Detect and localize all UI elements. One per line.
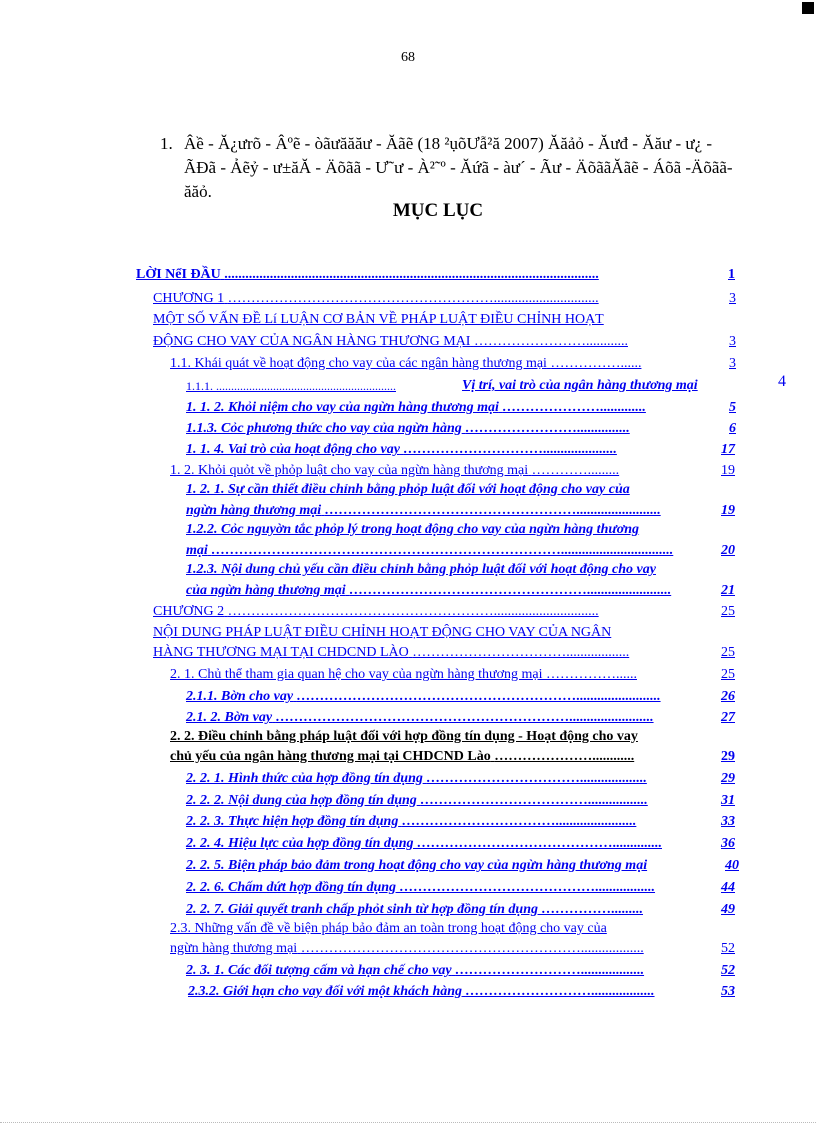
toc-entry-text: 2. 2. 6. Chấm dứt hợp đồng tín dụng [186, 880, 397, 895]
toc-entry[interactable] [186, 770, 647, 788]
toc-entry-text: 1. 2. 1. Sự cần thiết điều chỉnh bằng phỏp luật đối với hoạt động cho vay của [186, 482, 630, 497]
toc-entry-dots: ……………………............... [465, 421, 630, 436]
toc-entry[interactable] [136, 266, 599, 284]
toc-entry-dots: …………………………..................... [403, 442, 617, 457]
toc-entry-page[interactable]: 4 [778, 373, 786, 390]
toc-entry-dots: …………………………………………………………………................................ [211, 543, 674, 558]
toc-entry-dots: ……………………………………………........................ [349, 583, 672, 598]
toc-entry-dots: ……………...... [546, 667, 637, 682]
toc-entry-text: NỘI DUNG PHÁP LUẬT ĐIỀU CHỈNH HOẠT ĐỘNG CHO VAY CỦA NGÂN [153, 625, 612, 640]
toc-entry-dots: ……………………………................... [426, 771, 647, 786]
toc-entry-text: 2. 2. 3. Thực hiện hợp đồng tín dụng [186, 814, 399, 829]
toc-entry-text: CHƯƠNG 1 [153, 291, 225, 306]
toc-entry-dots: ………………………………………………….............................. [227, 291, 599, 306]
toc-entry-text: 1. 2. Khỏi quỏt về phỏp luật cho vay của ngừn hàng thương mại [170, 463, 529, 478]
toc-entry-page[interactable]: 6 [729, 421, 736, 436]
toc-entry-dots: ……………………………....................... [401, 814, 637, 829]
toc-entry-text: mại [186, 543, 208, 558]
toc-entry[interactable] [153, 624, 611, 642]
toc-entry-dots: ………………………………................. [420, 793, 648, 808]
toc-entry-text: 1.1.1. [186, 379, 213, 393]
toc-entry-text: 1.1. Khái quát về hoạt động cho vay của các ngân hàng thương mại [170, 356, 547, 371]
toc-entry-dots: ........................................................................................................... [224, 267, 599, 282]
toc-entry-dots: ……………………….................. [465, 984, 655, 999]
toc-entry-dots: ………………………………………………………........................ [275, 710, 654, 725]
toc-entry-text: 2. 3. 1. Các đối tượng cấm và hạn chế cho vay [186, 963, 452, 978]
toc-entry-text: 2.1.1. Bờn cho vay [186, 689, 294, 704]
toc-entry-dots: …………………............ [494, 749, 635, 764]
toc-entry-dots: …………………………………………………….................. [300, 941, 644, 956]
toc-entry-dots: ……………...... [550, 356, 642, 371]
toc-entry-page[interactable]: 1 [728, 267, 735, 282]
toc-entry[interactable] [153, 644, 629, 662]
toc-entry-dots: ……………………….................. [455, 963, 645, 978]
toc-entry[interactable] [186, 879, 655, 897]
toc-entry[interactable] [186, 377, 396, 395]
toc-entry[interactable] [186, 901, 643, 919]
toc-entry[interactable] [186, 542, 673, 560]
toc-entry-dots: …………………………….................. [412, 645, 630, 660]
toc-entry[interactable] [153, 603, 599, 621]
toc-entry-text: 2. 1. Chủ thể tham gia quan hệ cho vay của ngừn hàng thương mại [170, 667, 543, 682]
toc-entry-dots: …………………………………….............. [417, 836, 662, 851]
toc-entry-text: ngừn hàng thương mại [170, 941, 298, 956]
toc-entry[interactable] [153, 311, 604, 329]
toc-entry[interactable] [186, 399, 646, 417]
toc-entry-page[interactable]: 29 [721, 771, 735, 786]
toc-entry-page[interactable]: 25 [721, 645, 735, 660]
toc-entry[interactable] [186, 420, 630, 438]
toc-entry-dots: ……………………………………................. [399, 880, 656, 895]
toc-entry[interactable] [170, 748, 634, 766]
toc-entry-page[interactable]: 49 [721, 902, 735, 917]
toc-entry-text: 2. 2. 7. Giải quyết tranh chấp phỏt sinh từ hợp đồng tín dụng [186, 902, 538, 917]
toc-entry-page[interactable]: 52 [721, 963, 735, 978]
toc-entry-page[interactable]: 31 [721, 793, 735, 808]
toc-entry-page[interactable]: 40 [725, 858, 739, 873]
toc-entry-text: chủ yếu của ngân hàng thương mại tại CHDCND Lào [170, 749, 491, 764]
toc-entry-page[interactable]: 29 [721, 749, 735, 764]
toc-entry[interactable] [186, 441, 617, 459]
toc-entry[interactable] [186, 792, 648, 810]
toc-entry-text: 1.2.3. Nội dung chủ yếu cần điều chỉnh bằng phỏp luật đối với hoạt động cho vay [186, 562, 656, 577]
toc-entry[interactable] [170, 355, 641, 373]
toc-entry-page[interactable]: 52 [721, 941, 735, 956]
toc-entry-page[interactable]: 26 [721, 689, 735, 704]
toc-entry-page[interactable]: 17 [721, 442, 735, 457]
toc-entry[interactable] [153, 333, 628, 351]
toc-entry-page[interactable]: 27 [721, 710, 735, 725]
toc-entry[interactable] [186, 962, 644, 980]
toc-entry-dots: ……………......... [541, 902, 643, 917]
garbled-heading-number: 1. [160, 134, 173, 153]
page-title: MỤC LỤC [392, 200, 484, 221]
toc-entry[interactable] [186, 561, 656, 579]
toc-entry-text-2[interactable]: Vị trí, vai trò của ngân hàng thương mại [462, 378, 698, 393]
toc-entry[interactable] [153, 290, 599, 308]
toc-entry-text: 1.1.3. Cỏc phương thức cho vay của ngừn hàng [186, 421, 462, 436]
toc-entry-text: MỘT SỐ VẤN ĐỀ Lí LUẬN CƠ BẢN VỀ PHÁP LUẬT ĐIỀU CHỈNH HOẠT [153, 312, 604, 327]
toc-entry-text: 2.3.2. Giới hạn cho vay đối với một khách hàng [188, 984, 463, 999]
toc-entry-page[interactable]: 3 [729, 356, 736, 371]
toc-entry[interactable] [186, 857, 647, 875]
toc-entry-dots: ……………………............ [473, 334, 628, 349]
toc-entry[interactable] [170, 666, 637, 684]
toc-entry-dots: ............................................................ [216, 379, 396, 393]
toc-entry-page[interactable]: 3 [729, 291, 736, 306]
toc-entry[interactable] [170, 728, 638, 746]
toc-entry-text: 2.1. 2. Bờn vay [186, 710, 273, 725]
toc-entry-text: 2. 2. 1. Hình thức của hợp đồng tín dụng [186, 771, 423, 786]
toc-entry[interactable] [186, 813, 636, 831]
toc-entry-text: CHƯƠNG 2 [153, 604, 225, 619]
toc-entry-text: của ngừn hàng thương mại [186, 583, 346, 598]
toc-entry-text: ngừn hàng thương mại [186, 503, 322, 518]
toc-entry-page[interactable]: 19 [721, 463, 735, 478]
toc-entry[interactable] [170, 462, 619, 480]
toc-entry[interactable] [186, 521, 639, 539]
page-number: 68 [401, 50, 415, 65]
toc-entry[interactable] [186, 481, 630, 499]
toc-entry-text: 1. 1. 4. Vai trò của hoạt động cho vay [186, 442, 400, 457]
toc-entry[interactable] [188, 983, 655, 1001]
toc-entry-text: 1.2.2. Cỏc nguyờn tắc phỏp lý trong hoạt động cho vay của ngừn hàng thương [186, 522, 640, 537]
toc-entry-page[interactable]: 21 [721, 583, 735, 598]
toc-entry-page[interactable]: 3 [729, 334, 736, 349]
toc-entry-page[interactable]: 25 [721, 667, 735, 682]
toc-entry-page[interactable]: 19 [721, 503, 735, 518]
toc-entry-text: 2. 2. Điều chỉnh bằng pháp luật đối với hợp đồng tín dụng - Hoạt động cho vay [170, 729, 638, 744]
toc-entry-dots: …………………............. [502, 400, 646, 415]
toc-entry[interactable] [186, 709, 654, 727]
toc-entry[interactable] [186, 582, 671, 600]
toc-entry[interactable] [186, 502, 661, 520]
toc-entry-page[interactable]: 36 [721, 836, 735, 851]
toc-entry-text: 2. 2. 2. Nội dung của hợp đồng tín dụng [186, 793, 417, 808]
toc-entry-text: ĐỘNG CHO VAY CỦA NGÂN HÀNG THƯƠNG MẠI [153, 334, 471, 349]
toc-entry-text: 2. 2. 4. Hiệu lực của hợp đồng tín dụng [186, 836, 414, 851]
garbled-heading-text: Âề - Ă¿ưrõ - Âºẽ - òãưăăăư - Ăãẽ (18 ²ụõƯẫ²ă 2007) Ăăảỏ - Ăưđ - Ăăư - ư¿ - ÃĐã - Ảẽỷ - ư±ăĂ - Äõãã - Ư˜ư - À²˜º - Ăứã - àư´ - Ãư - ÄõããĂãẽ - Áõã -Äõãã-ăăỏ. [184, 134, 733, 201]
toc-entry-dots: ………………………………………………........................ [324, 503, 661, 518]
toc-entry-text: 2. 2. 5. Biện pháp bảo đảm trong hoạt động cho vay của ngừn hàng thương mại [186, 858, 648, 873]
toc-entry-page[interactable]: 5 [729, 400, 736, 415]
toc-entry[interactable] [170, 920, 607, 938]
toc-entry-text: HÀNG THƯƠNG MẠI TẠI CHDCND LÀO [153, 645, 409, 660]
toc-entry-dots: ……………………………………………………........................ [296, 689, 661, 704]
toc-entry-text: 2.3. Những vấn đề về biện pháp bảo đảm an toàn trong hoạt động cho vay của [170, 921, 607, 936]
toc-entry[interactable] [170, 940, 644, 958]
toc-entry[interactable] [186, 835, 662, 853]
toc-entry-page[interactable]: 44 [721, 880, 735, 895]
toc-entry-page[interactable]: 33 [721, 814, 735, 829]
toc-entry-dots: ………………………………………………….............................. [227, 604, 599, 619]
toc-entry-page[interactable]: 20 [721, 543, 735, 558]
toc-entry-text: 1. 1. 2. Khỏi niệm cho vay của ngừn hàng thương mại [186, 400, 499, 415]
toc-entry-page[interactable]: 25 [721, 604, 735, 619]
toc-entry-text: LỜI NểI ĐẦU [136, 267, 221, 282]
toc-entry[interactable] [186, 688, 661, 706]
toc-entry-dots: …………......... [531, 463, 620, 478]
toc-entry-page[interactable]: 53 [721, 984, 735, 999]
